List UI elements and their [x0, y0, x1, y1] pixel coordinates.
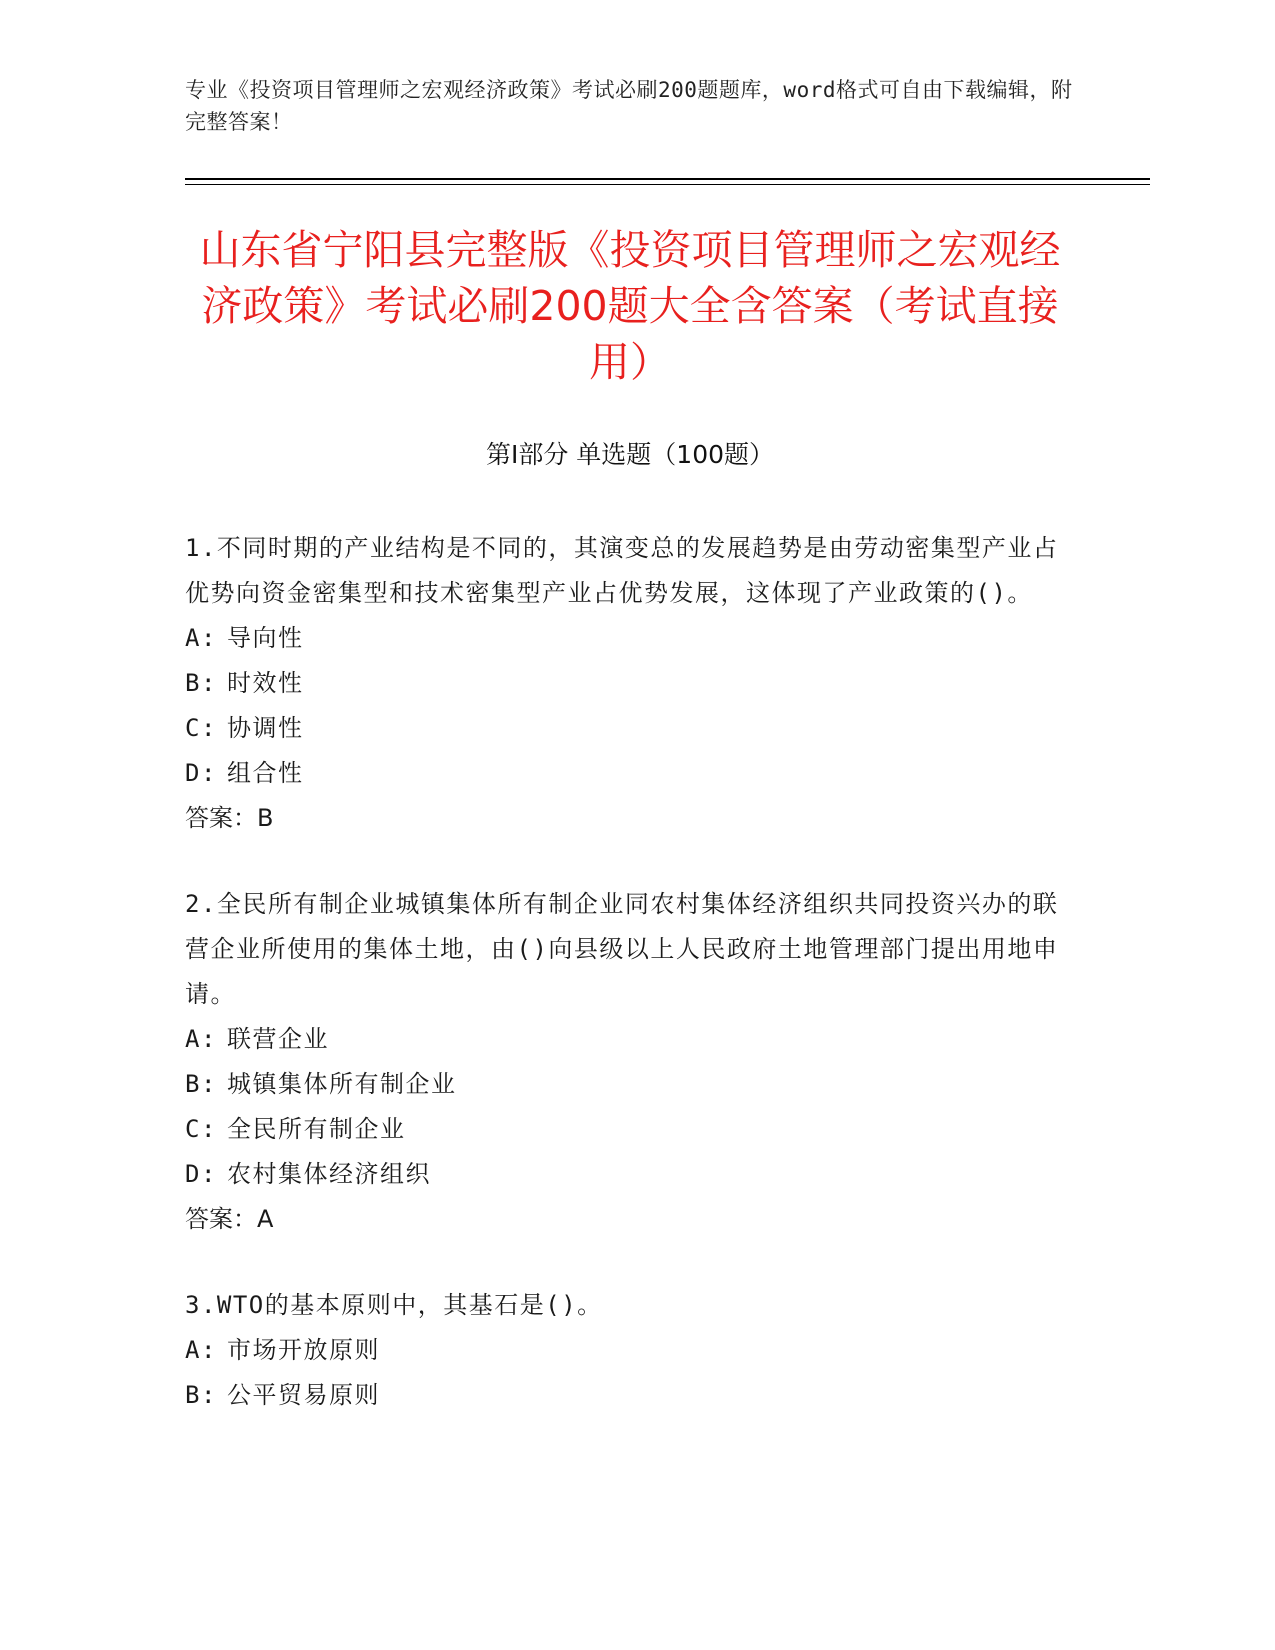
- option-letter: A:: [185, 1336, 217, 1364]
- question-2: [185, 882, 1075, 1242]
- option-d: [185, 1152, 1075, 1197]
- option-text: 农村集体经济组织: [227, 1160, 431, 1188]
- option-letter: A:: [185, 624, 217, 652]
- option-text: 公平贸易原则: [227, 1381, 380, 1409]
- option-letter: B:: [185, 669, 217, 697]
- question-stem: 3.WTO的基本原则中，其基石是()。: [185, 1291, 603, 1319]
- option-letter: D:: [185, 759, 217, 787]
- question-stem: 2.全民所有制企业城镇集体所有制企业同农村集体经济组织共同投资兴办的联营企业所使用的集体土地，由()向县级以上人民政府土地管理部门提出用地申请。: [185, 890, 1059, 1008]
- option-b: [185, 1373, 1075, 1418]
- section-heading: 第Ⅰ部分 单选题（100题）: [485, 440, 775, 469]
- option-text: 协调性: [227, 714, 304, 742]
- option-text: 全民所有制企业: [227, 1115, 406, 1143]
- option-letter: B:: [185, 1381, 217, 1409]
- document-title: 山东省宁阳县完整版《投资项目管理师之宏观经济政策》考试必刷200题大全含答案（考试直接用）: [199, 226, 1061, 386]
- option-letter: A:: [185, 1025, 217, 1053]
- option-a: [185, 1017, 1075, 1062]
- option-text: 时效性: [227, 669, 304, 697]
- header-divider-thick: [185, 178, 1150, 180]
- option-b: [185, 661, 1075, 706]
- answer-line: 答案：B: [185, 804, 274, 832]
- question-1: [185, 526, 1075, 841]
- option-text: 组合性: [227, 759, 304, 787]
- option-c: [185, 706, 1075, 751]
- option-c: [185, 1107, 1075, 1152]
- header-note: 专业《投资项目管理师之宏观经济政策》考试必刷200题题库，word格式可自由下载编辑，附完整答案！: [185, 78, 1073, 134]
- option-letter: B:: [185, 1070, 217, 1098]
- option-text: 市场开放原则: [227, 1336, 380, 1364]
- option-text: 联营企业: [227, 1025, 329, 1053]
- option-d: [185, 751, 1075, 796]
- option-a: [185, 1328, 1075, 1373]
- option-text: 城镇集体所有制企业: [227, 1070, 457, 1098]
- option-b: [185, 1062, 1075, 1107]
- header-divider-thin: [185, 184, 1150, 185]
- answer-line: 答案：A: [185, 1205, 274, 1233]
- option-a: [185, 616, 1075, 661]
- question-stem: 1.不同时期的产业结构是不同的，其演变总的发展趋势是由劳动密集型产业占优势向资金密集型和技术密集型产业占优势发展，这体现了产业政策的()。: [185, 534, 1059, 607]
- option-text: 导向性: [227, 624, 304, 652]
- option-letter: D:: [185, 1160, 217, 1188]
- question-list: [185, 526, 1075, 1459]
- option-letter: C:: [185, 1115, 217, 1143]
- question-3: [185, 1283, 1075, 1418]
- option-letter: C:: [185, 714, 217, 742]
